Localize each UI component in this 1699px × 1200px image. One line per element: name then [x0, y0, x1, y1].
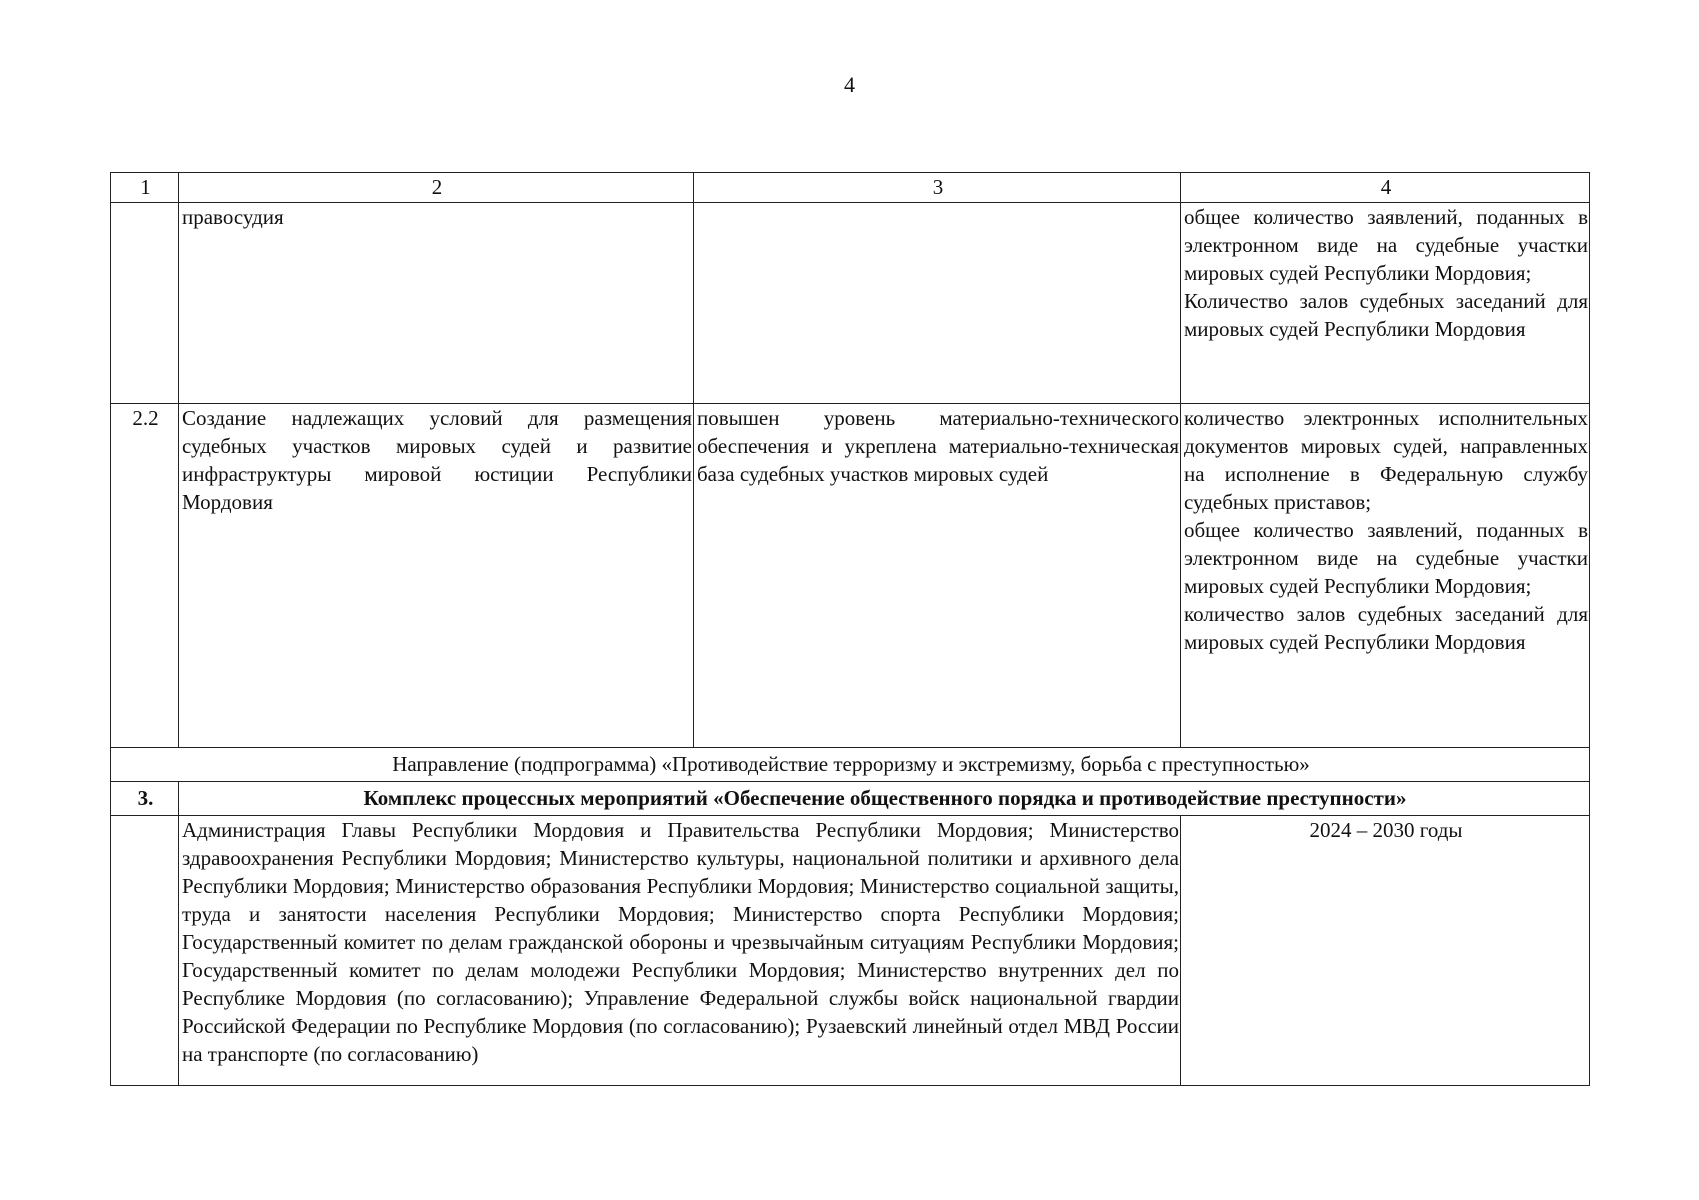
table-row-continuation: [111, 203, 1590, 404]
table-row-2-2: [111, 404, 1590, 748]
period: 2024 – 2030 годы: [1181, 816, 1590, 1086]
indicator-item: общее количество заявлений, поданных в электронном виде на судебные участки мировых судей Республики Мордовия;: [1184, 205, 1588, 285]
row-cont-task: правосудия: [179, 203, 694, 404]
indicator-item: количество залов судебных заседаний для мировых судей Республики Мордовия: [1184, 602, 1588, 654]
header-col-4: 4: [1181, 173, 1590, 203]
indicator-item: общее количество заявлений, поданных в электронном виде на судебные участки мировых судей Республики Мордовия;: [1184, 518, 1588, 598]
header-col-2: 2: [179, 173, 694, 203]
row-cont-num: [111, 203, 179, 404]
header-col-1: 1: [111, 173, 179, 203]
row-2-2-task: Создание надлежащих условий для размещения судебных участков мировых судей и развитие инфраструктуры мировой юстиции Республики Мордовия: [179, 404, 694, 748]
complex-title: Комплекс процессных мероприятий «Обеспечение общественного порядка и противодействие преступности»: [179, 782, 1590, 816]
row-cont-indicators: [1181, 203, 1590, 404]
complex-row: [111, 782, 1590, 816]
indicator-item: Количество залов судебных заседаний для мировых судей Республики Мордовия: [1184, 289, 1588, 341]
header-col-3: 3: [694, 173, 1181, 203]
responsible-row: [111, 816, 1590, 1086]
complex-num: 3.: [111, 782, 179, 816]
indicator-item: количество электронных исполнительных документов мировых судей, направленных на исполнение в Федеральную службу судебных приставов;: [1184, 406, 1588, 514]
row-2-2-indicators: [1181, 404, 1590, 748]
row-cont-result: [694, 203, 1181, 404]
row-2-2-num: 2.2: [111, 404, 179, 748]
responsible-num: [111, 816, 179, 1086]
direction-title: Направление (подпрограмма) «Противодействие терроризму и экстремизму, борьба с преступностью»: [111, 748, 1590, 782]
responsible-list: Администрация Главы Республики Мордовия и Правительства Республики Мордовия; Министерство здравоохранения Республики Мордовия; Министерство культуры, национальной политики и архивного дела Республики Мордовия; Министерство образования Республики Мордовия; Министерство социальной защиты, труда и занятости населения Республики Мордовия; Министерство спорта Республики Мордовия; Государственный комитет по делам гражданской обороны и чрезвычайным ситуациям Республики Мордовия; Государственный комитет по делам молодежи Республики Мордовия; Министерство внутренних дел по Республике Мордовия (по согласованию); Управление Федеральной службы войск национальной гвардии Российской Федерации по Республике Мордовия (по согласованию); Рузаевский линейный отдел МВД России на транспорте (по согласованию): [179, 816, 1181, 1086]
row-2-2-result: повышен уровень материально-технического обеспечения и укреплена материально-техническая база судебных участков мировых судей: [694, 404, 1181, 748]
page-number: 4: [844, 72, 855, 97]
direction-row: [111, 748, 1590, 782]
measures-table: [110, 172, 1590, 1086]
table-header-row: [111, 173, 1590, 203]
